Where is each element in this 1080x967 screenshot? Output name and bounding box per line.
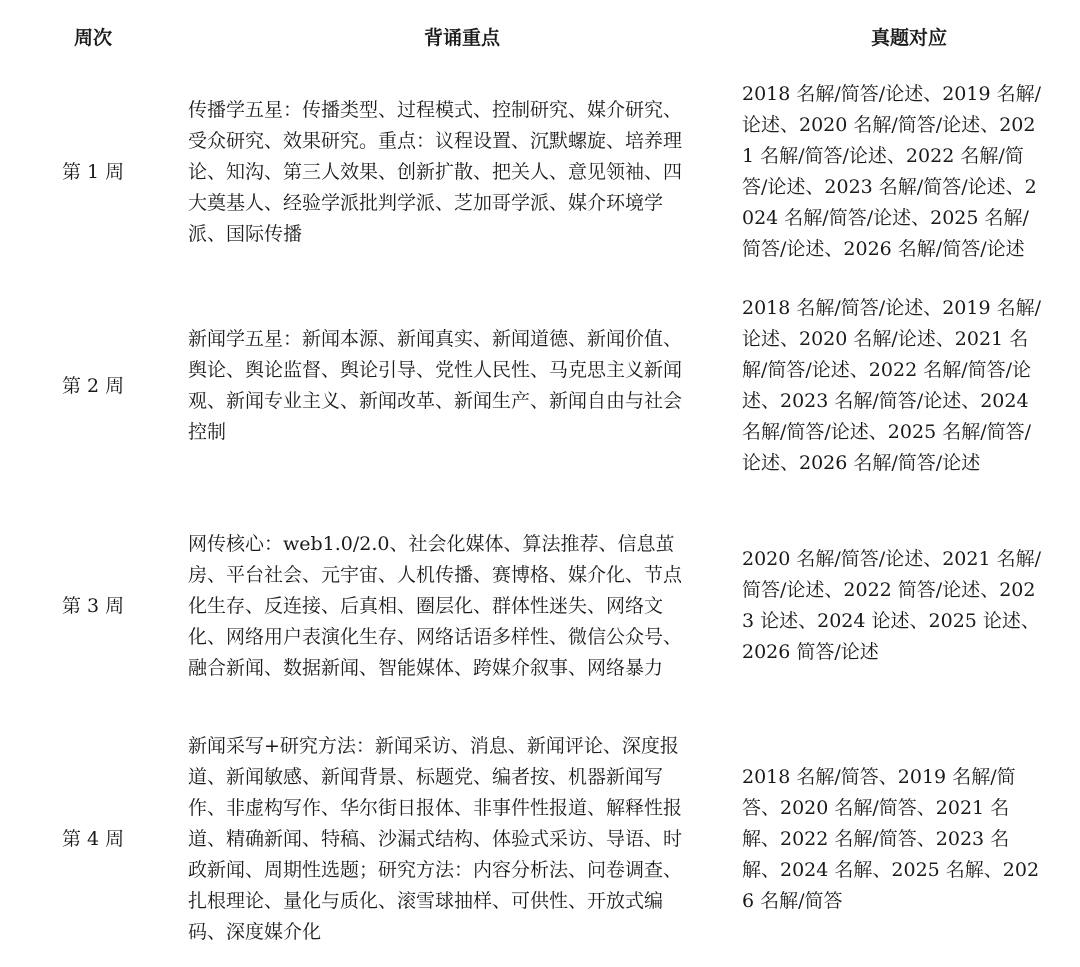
table-row (0, 272, 1080, 500)
focus-text: 网传核心：web1.0/2.0、社会化媒体、算法推荐、信息茧房、平台社会、元宇宙、人机传播、赛博格、媒介化、节点化生存、反连接、后真相、圈层化、群体性迷失、网络文化、网络用户表演化生存、网络话语多样性、微信公众号、融合新闻、数据新闻、智能媒体、跨媒介叙事、网络暴力 (188, 532, 683, 679)
header-row (0, 0, 1080, 72)
header-focus: 背诵重点 (423, 26, 500, 49)
exam-text: 2020 名解/简答/论述、2021 名解/简答/论述、2022 简答/论述、2023 论述、2024 论述、2025 论述、2026 简答/论述 (742, 548, 1041, 663)
focus-cell (186, 500, 738, 712)
week-cell: 第 4 周 (62, 828, 125, 850)
header-exams: 真题对应 (870, 26, 947, 49)
week-cell: 第 3 周 (62, 594, 125, 617)
exam-cell (738, 272, 1080, 500)
focus-cell (186, 272, 738, 500)
header-week: 周次 (73, 26, 112, 49)
focus-text: 新闻采写+研究方法：新闻采访、消息、新闻评论、深度报道、新闻敏感、新闻背景、标题党、编者按、机器新闻写作、非虚构写作、华尔街日报体、非事件性报道、解释性报道、精确新闻、特稿、沙漏式结构、体验式采访、导语、时政新闻、周期性选题；研究方法：内容分析法、问卷调查、扎根理论、量化与质化、滚雪球抽样、可供性、开放式编码、深度媒介化 (188, 735, 683, 943)
exam-text: 2018 名解/简答/论述、2019 名解/论述、2020 名解/论述、2021 名解/简答/论述、2022 名解/简答/论述、2023 名解/简答/论述、2024 名解/简答/论述、2025 名解/简答/论述、2026 名解/简答/论述 (742, 297, 1041, 474)
exam-text: 2018 名解/简答、2019 名解/简答、2020 名解/简答、2021 名解、2022 名解/简答、2023 名解、2024 名解、2025 名解、2026 名解/简答 (742, 766, 1040, 912)
focus-cell (186, 712, 738, 967)
week-cell: 第 1 周 (62, 160, 125, 183)
focus-cell (186, 72, 738, 272)
table-body (0, 72, 1080, 967)
table-header (0, 0, 1080, 72)
exam-cell (738, 72, 1080, 272)
focus-text: 传播学五星：传播类型、过程模式、控制研究、媒介研究、受众研究、效果研究。重点：议程设置、沉默螺旋、培养理论、知沟、第三人效果、创新扩散、把关人、意见领袖、四大奠基人、经验学派批判学派、芝加哥学派、媒介环境学派、国际传播 (188, 98, 683, 245)
exam-text: 2018 名解/简答/论述、2019 名解/论述、2020 名解/简答/论述、2021 名解/简答/论述、2022 名解/简答/论述、2023 名解/简答/论述、2024 名解/简答/论述、2025 名解/简答/论述、2026 名解/简答/论述 (742, 83, 1041, 260)
table-row (0, 72, 1080, 272)
focus-text: 新闻学五星：新闻本源、新闻真实、新闻道德、新闻价值、舆论、舆论监督、舆论引导、党性人民性、马克思主义新闻观、新闻专业主义、新闻改革、新闻生产、新闻自由与社会控制 (188, 328, 683, 443)
exam-cell (738, 500, 1080, 712)
table-row (0, 500, 1080, 712)
exam-cell (738, 712, 1080, 967)
table-row (0, 712, 1080, 967)
week-cell: 第 2 周 (62, 374, 125, 397)
